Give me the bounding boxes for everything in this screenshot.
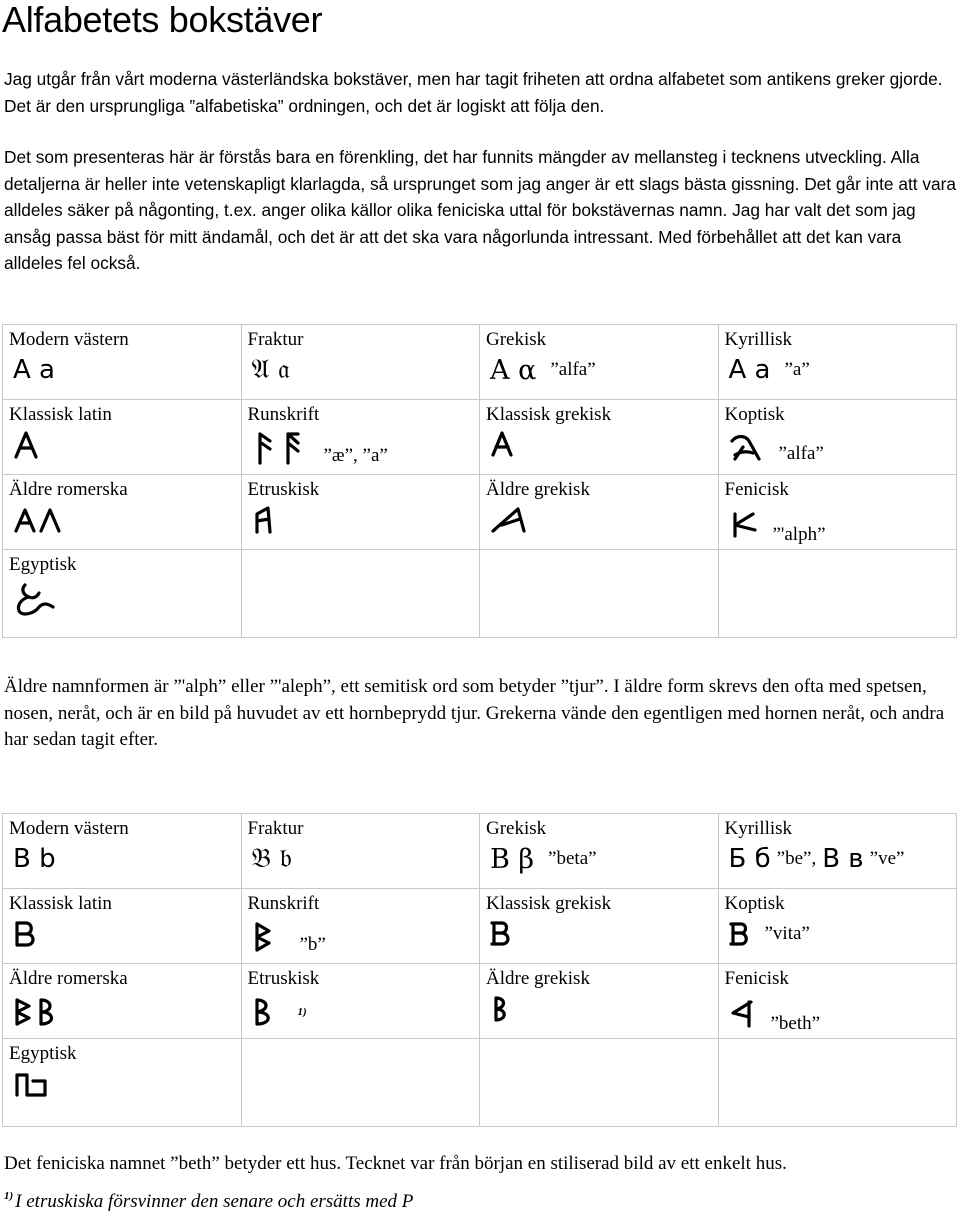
label-egyptian: Egyptisk — [9, 1043, 77, 1064]
cell-empty — [480, 1039, 719, 1127]
label-fraktur: Fraktur — [247, 329, 304, 350]
runic-a-glyph — [252, 431, 310, 465]
glyph-modern-a: A a — [13, 355, 55, 385]
pron-cyrillic-be: ”be”, — [776, 848, 817, 869]
cell-modern — [3, 325, 242, 400]
classical-latin-b-glyph — [13, 920, 37, 948]
etruscan-a-glyph — [252, 506, 276, 534]
glyph-cyrillic-a: А а — [728, 355, 771, 385]
label-runic: Runskrift — [247, 404, 320, 425]
pron-phoenician-a: ”'alph” — [772, 524, 826, 545]
glyph-cyrillic-ve: В в — [822, 844, 864, 874]
cell-old-roman — [3, 964, 242, 1039]
pron-greek-a: ”alfa” — [550, 359, 596, 380]
glyph-greek-b: Β β — [490, 843, 535, 875]
egyptian-ox-head-glyph — [13, 581, 57, 617]
label-runic: Runskrift — [247, 893, 320, 914]
cell-coptic — [718, 400, 957, 475]
label-old-greek: Äldre grekisk — [486, 968, 590, 989]
label-etruscan: Etruskisk — [247, 479, 320, 500]
footnote — [4, 1183, 958, 1216]
cell-phoenician — [718, 964, 957, 1039]
glyph-fraktur-b: 𝔅 𝔟 — [251, 843, 292, 874]
label-coptic: Koptisk — [724, 893, 785, 914]
cell-empty — [241, 550, 480, 638]
letter-b-note: Det feniciska namnet ”beth” betyder ett hus. Tecknet var från början en stiliserad bild av ett enkelt hus. — [4, 1153, 787, 1174]
cell-old-greek — [480, 475, 719, 550]
cell-cyrillic — [718, 814, 957, 889]
label-phoenician: Fenicisk — [724, 479, 789, 500]
cell-empty — [480, 550, 719, 638]
cell-runic — [241, 400, 480, 475]
letter-a-table — [2, 324, 957, 638]
label-modern: Modern västern — [9, 818, 129, 839]
cell-egyptian — [3, 550, 242, 638]
label-old-greek: Äldre grekisk — [486, 479, 590, 500]
cell-etruscan — [241, 964, 480, 1039]
pron-greek-b: ”beta” — [548, 848, 597, 869]
intro-paragraph-2: Det som presenteras här är förstås bara en förenkling, det har funnits mängder av mellansteg i tecknens utveckling. Alla detaljerna är heller inte vetenskapligt klarlagda, så ursprunget som jag anger är ett slags bästa gissning. Det går inte att vara alldeles säker på någonting, t.ex. anger olika källor olika feniciska uttal för bokstävernas namn. Jag har valt det som jag ansåg passa bäst för mitt ändamål, och det är att det ska vara någorlunda intressant. Med förbehållet att det kan vara alldeles fel också. — [4, 147, 956, 273]
label-coptic: Koptisk — [724, 404, 785, 425]
cell-greek — [480, 325, 719, 400]
label-phoenician: Fenicisk — [724, 968, 789, 989]
old-greek-a-glyph — [490, 505, 530, 535]
glyph-fraktur-a: 𝔄 𝔞 — [251, 354, 290, 385]
cell-modern — [3, 814, 242, 889]
coptic-a-glyph — [729, 433, 765, 463]
label-cyrillic: Kyrillisk — [724, 818, 793, 839]
pron-phoenician-b: ”beth” — [770, 1013, 821, 1034]
classical-greek-a-glyph — [490, 431, 516, 459]
pron-runic-a: ”æ”, ”a” — [323, 445, 388, 466]
label-cyrillic: Kyrillisk — [724, 329, 793, 350]
cell-coptic — [718, 889, 957, 964]
label-egyptian: Egyptisk — [9, 554, 77, 575]
runic-b-glyph — [252, 921, 276, 953]
old-roman-b-glyph — [13, 997, 63, 1027]
pron-cyrillic-a: ”a” — [784, 359, 810, 380]
classical-greek-b-glyph — [490, 920, 514, 948]
phoenician-a-glyph — [729, 510, 759, 540]
letter-a-note: Äldre namnformen är ”'alph” eller ”'aleph”, ett semitisk ord som betyder ”tjur”. I äldre form skrevs den ofta med spetsen, nosen, neråt, och är en bild på huvudet av ett hornbeprydd tjur. Grekerna vände den egentligen med hornen neråt, och andra har sedan tagit efter. — [4, 676, 945, 750]
cell-phoenician — [718, 475, 957, 550]
etruscan-footnote-mark: 1) — [297, 1006, 307, 1018]
cell-classical-latin — [3, 400, 242, 475]
cell-greek — [480, 814, 719, 889]
page-title: Alfabetets bokstäver — [2, 0, 323, 40]
cell-old-greek — [480, 964, 719, 1039]
cell-old-roman — [3, 475, 242, 550]
cell-classical-greek — [480, 889, 719, 964]
label-classical-latin: Klassisk latin — [9, 893, 112, 914]
label-greek: Grekisk — [486, 329, 547, 350]
cell-fraktur — [241, 814, 480, 889]
pron-runic-b: ”b” — [299, 934, 326, 955]
cell-egyptian — [3, 1039, 242, 1127]
old-greek-b-glyph — [490, 995, 512, 1023]
cell-etruscan — [241, 475, 480, 550]
classical-latin-a-glyph — [13, 431, 39, 459]
label-old-roman: Äldre romerska — [9, 479, 128, 500]
footnote-mark: 1) — [4, 1190, 14, 1202]
cell-classical-latin — [3, 889, 242, 964]
phoenician-b-glyph — [729, 999, 757, 1029]
label-classical-latin: Klassisk latin — [9, 404, 112, 425]
old-roman-a-glyph — [13, 507, 63, 533]
cell-runic — [241, 889, 480, 964]
egyptian-house-glyph — [13, 1071, 49, 1099]
footnote-text: I etruskiska försvinner den senare och ersätts med P — [15, 1191, 414, 1212]
pron-coptic-a: ”alfa” — [778, 443, 824, 464]
cell-empty — [718, 550, 957, 638]
label-fraktur: Fraktur — [247, 818, 304, 839]
letter-b-table — [2, 813, 957, 1127]
cell-classical-greek — [480, 400, 719, 475]
glyph-modern-b: B b — [13, 844, 56, 874]
label-classical-greek: Klassisk grekisk — [486, 893, 612, 914]
pron-cyrillic-ve: ”ve” — [869, 848, 905, 869]
label-classical-greek: Klassisk grekisk — [486, 404, 612, 425]
etruscan-b-glyph — [252, 997, 276, 1027]
intro-paragraph-1: Jag utgår från vårt moderna västerländska bokstäver, men har tagit friheten att ordna alfabetet som antikens greker gjorde. Det är den ursprungliga ”alfabetiska” ordningen, och det är logiskt att följa den. — [4, 69, 943, 116]
label-greek: Grekisk — [486, 818, 547, 839]
glyph-cyrillic-be: Б б — [728, 844, 771, 874]
label-modern: Modern västern — [9, 329, 129, 350]
cell-empty — [241, 1039, 480, 1127]
cell-fraktur — [241, 325, 480, 400]
glyph-greek-a: Α α — [490, 354, 537, 386]
label-old-roman: Äldre romerska — [9, 968, 128, 989]
coptic-b-glyph — [729, 921, 751, 947]
cell-empty — [718, 1039, 957, 1127]
label-etruscan: Etruskisk — [247, 968, 320, 989]
pron-coptic-b: ”vita” — [764, 923, 810, 944]
cell-cyrillic — [718, 325, 957, 400]
